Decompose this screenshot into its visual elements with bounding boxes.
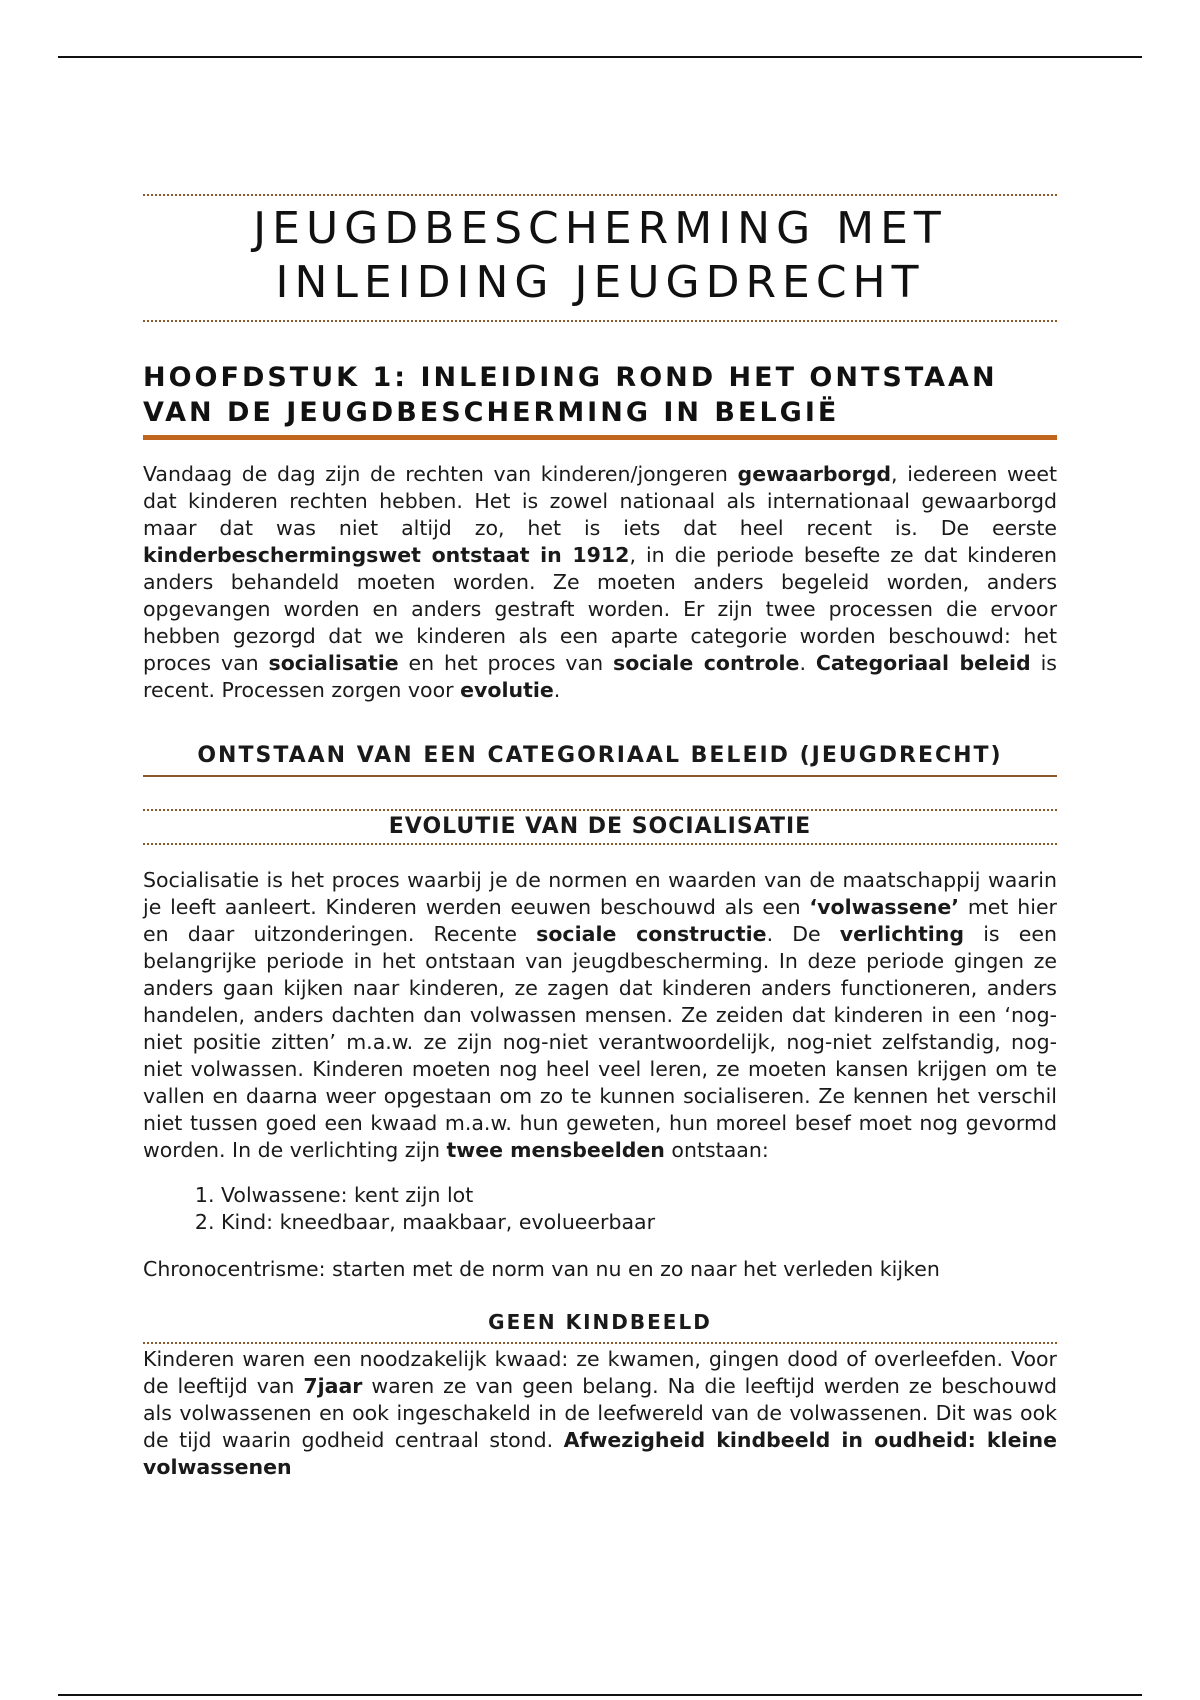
text-run: ontstaan: xyxy=(664,1138,769,1162)
bold-run: 7jaar xyxy=(303,1374,363,1398)
text-run: , in die periode besefte ze dat kinderen anders behandeld moeten worden. Ze moeten anders begeleid worden, anders opgevangen worden en anders gestraft worden. Er zijn twee processen die ervoor hebben gezorgd dat we kinderen als een aparte categorie worden beschouwd: het proces van xyxy=(143,543,1058,675)
document-title xyxy=(143,202,1057,310)
title-top-dotted-rule xyxy=(143,194,1057,196)
document-body xyxy=(143,194,1057,1481)
geen-kindbeeld-paragraph xyxy=(143,1346,1057,1481)
text-run: . De xyxy=(766,922,840,946)
bold-run: ‘volwassene’ xyxy=(809,895,960,919)
text-run: . xyxy=(553,678,561,702)
bold-run: Categoriaal beleid xyxy=(815,651,1031,675)
subsection-top-dotted-rule xyxy=(143,809,1057,811)
list-item: 1. Volwassene: kent zijn lot xyxy=(221,1182,1057,1209)
subsection-heading-geen-kindbeeld: GEEN KINDBEELD xyxy=(488,1310,712,1334)
text-run: , iedereen weet dat kinderen rechten hebben. Het is zowel nationaal als internationaal gewaarborgd maar dat was niet altijd zo, het is iets dat heel recent is. De eerste xyxy=(143,462,1057,540)
page-header-rule xyxy=(58,56,1142,58)
text-run: is recent. Processen zorgen voor xyxy=(143,651,1057,702)
bold-run: gewaarborgd xyxy=(737,462,892,486)
document-title-line-2: INLEIDING JEUGDRECHT xyxy=(275,257,925,308)
chapter-1-heading-line-2: VAN DE JEUGDBESCHERMING IN BELGIË xyxy=(143,397,840,428)
chronocentrisme-paragraph: Chronocentrisme: starten met de norm van nu en zo naar het verleden kijken xyxy=(143,1257,940,1281)
bold-run: sociale controle xyxy=(613,651,800,675)
section-heading-categoriaal-beleid: ONTSTAAN VAN EEN CATEGORIAAL BELEID (JEUGDRECHT) xyxy=(197,743,1003,768)
chapter-1-rule xyxy=(143,435,1057,440)
text-run: Kinderen waren een noodzakelijk kwaad: ze kwamen, gingen dood of overleefden. Voor de leeftijd van xyxy=(143,1347,1057,1398)
subsection-bottom-dotted-rule xyxy=(143,843,1057,845)
list-item: 2. Kind: kneedbaar, maakbaar, evolueerbaar xyxy=(221,1209,1057,1236)
bold-run: kinderbeschermingswet ontstaat in 1912 xyxy=(143,543,630,567)
bold-run: sociale constructie xyxy=(536,922,767,946)
bold-run: socialisatie xyxy=(268,651,399,675)
chapter-1-intro-paragraph xyxy=(143,461,1057,704)
socialisatie-paragraph xyxy=(143,867,1057,1164)
bold-run: Afwezigheid kindbeeld in oudheid: kleine volwassenen xyxy=(143,1428,1058,1479)
text-run: waren ze van geen belang. Na die leeftijd werden ze beschouwd als volwassenen en ook ingeschakeld in de leefwereld van de volwassenen. Dit was ook de tijd waarin godheid centraal stond. xyxy=(143,1374,1057,1452)
mensbeelden-list xyxy=(143,1182,1057,1236)
bold-run: verlichting xyxy=(839,922,965,946)
text-run: met hier en daar uitzonderingen. Recente xyxy=(143,895,1057,946)
text-run: en het proces van xyxy=(398,651,613,675)
text-run: Vandaag de dag zijn de rechten van kinderen/jongeren xyxy=(143,462,738,486)
bold-run: evolutie xyxy=(460,678,554,702)
page-footer-rule xyxy=(58,1694,1142,1696)
section-heading-rule xyxy=(143,775,1057,777)
title-bottom-dotted-rule xyxy=(143,320,1057,322)
text-run: . xyxy=(799,651,816,675)
subsection-heading-socialisatie: EVOLUTIE VAN DE SOCIALISATIE xyxy=(388,814,812,839)
chapter-1-heading xyxy=(143,360,1057,430)
subsection-socialisatie xyxy=(143,809,1057,845)
minor-heading-dotted-rule xyxy=(143,1342,1057,1344)
text-run: is een belangrijke periode in het ontstaan van jeugdbescherming. In deze periode gingen ze anders gaan kijken naar kinderen, ze zagen dat kinderen anders functioneren, anders handelen, anders dachten dan volwassen mensen. Ze zeiden dat kinderen in een ‘nog-niet positie zitten’ m.a.w. ze zijn nog-niet verantwoordelijk, nog-niet zelfstandig, nog-niet volwassen. Kinderen moeten nog heel veel leren, ze moeten kansen krijgen om te vallen en daarna weer opgestaan om zo te kunnen socialiseren. Ze kennen het verschil niet tussen goed een kwaad m.a.w. hun geweten, hun moreel besef moet nog gevormd worden. In de verlichting zijn xyxy=(143,922,1057,1162)
document-title-line-1: JEUGDBESCHERMING MET xyxy=(253,203,947,254)
chapter-1-heading-line-1: HOOFDSTUK 1: INLEIDING ROND HET ONTSTAAN xyxy=(143,362,998,393)
text-run: Socialisatie is het proces waarbij je de normen en waarden van de maatschappij waarin je leeft aanleert. Kinderen werden eeuwen beschouwd als een xyxy=(143,868,1057,919)
bold-run: twee mensbeelden xyxy=(446,1138,665,1162)
